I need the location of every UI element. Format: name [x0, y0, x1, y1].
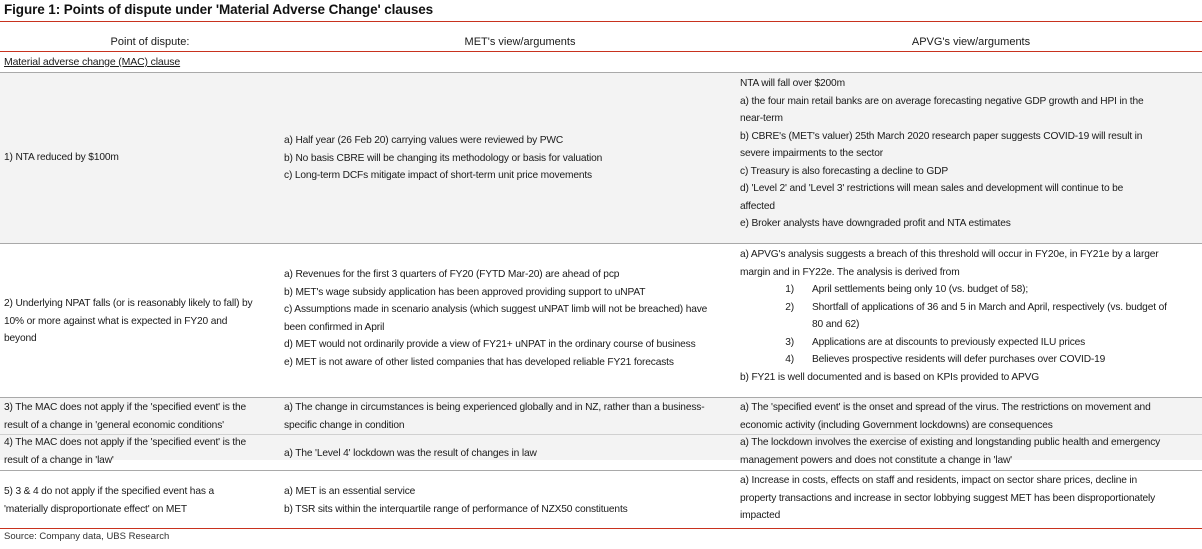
header-rule	[0, 51, 1202, 52]
row-5-dispute: 5) 3 & 4 do not apply if the specified event has a 'materially disproportionate effect' on MET	[4, 486, 214, 515]
row-3-met: a) The change in circumstances is being experienced globally and in NZ, rather than a business- specific change in condition	[284, 402, 705, 431]
row-5-apvg: a) Increase in costs, effects on staff and residents, impact on sector share prices, decline in property transactions and increase in sector lobbying suggest MET has been disproportionately impacted	[740, 475, 1156, 521]
table-bottom-rule	[0, 528, 1202, 529]
row-2-met: a) Revenues for the first 3 quarters of FY20 (FYTD Mar-20) are ahead of pcp b) MET's wage subsidy application has been approved providing support to uNPAT c) Assumptions made in scenario analysis (which suggest uNPAT limb will not be breached) have been confirmed in April d) MET would not ordinarily provide a view of FY21+ uNPAT in the ordinary course of business e) MET is not aware of other listed companies that has developed reliable FY21 forecasts	[284, 269, 708, 368]
apvg-numbered-item-3: 3) Applications are at discounts to previously expected ILU prices	[785, 336, 1086, 348]
figure-title: Figure 1: Points of dispute under 'Material Adverse Change' clauses	[4, 2, 434, 17]
section-title: Material adverse change (MAC) clause	[4, 56, 181, 68]
row-1-divider	[0, 243, 1202, 244]
row-4-divider	[0, 470, 1202, 471]
apvg-numbered-item-2: 2) Shortfall of applications of 36 and 5 in March and April, respectively (vs. budget of	[785, 301, 1167, 313]
header-apvg-view: APVG's view/arguments	[911, 36, 1031, 48]
header-point-of-dispute: Point of dispute:	[110, 36, 190, 48]
row-4-apvg: a) The lockdown involves the exercise of existing and longstanding public health and emergency management powers and does not constitute a change in 'law'	[740, 437, 1161, 466]
row-1-apvg: NTA will fall over $200m a) the four main retail banks are on average forecasting negative GDP growth and HPI in the near-term b) CBRE's (MET's valuer) 25th March 2020 research paper suggests COVID-19 will result in severe impairments to the sector c) Treasury is also forecasting a decline to GDP d) 'Level 2' and 'Level 3' restrictions will mean sales and development will continue to be affected e) Broker analysts have downgraded profit and NTA estimates	[740, 78, 1144, 229]
header-met-view: MET's view/arguments	[464, 36, 576, 48]
row-2-apvg: a) APVG's analysis suggests a breach of this threshold will occur in FY20e, in FY21e by a larger margin and in FY22e. The analysis is derived from 1) April settlements being only 10 (vs. budget of 58); 2) Shortfall of applications of 36 and 5 in March and April, respectively (vs. budget of 80 and 62) 3) Applications are at discounts to previously expected ILU prices 4) Believes prospective residents will defer purchases over COVID-19 b) FY21 is well documented and is based on KPIs provided to APVG	[740, 249, 1167, 383]
row-1-met: a) Half year (26 Feb 20) carrying values were reviewed by PWC b) No basis CBRE will be changing its methodology or basis for valuation c) Long-term DCFs mitigate impact of short-term unit price movements	[284, 135, 603, 181]
row-5-met: a) MET is an essential service b) TSR sits within the interquartile range of performance of NZX50 constituents	[284, 486, 628, 515]
row-1-dispute: 1) NTA reduced by $100m	[4, 152, 119, 163]
row-3-dispute: 3) The MAC does not apply if the 'specified event' is the result of a change in 'general economic conditions'	[4, 402, 247, 431]
title-rule	[0, 21, 1202, 22]
row-2-dispute: 2) Underlying NPAT falls (or is reasonably likely to fall) by 10% or more against what is expected in FY20 and beyond	[4, 298, 253, 344]
source-note: Source: Company data, UBS Research	[4, 531, 170, 542]
row-3-apvg: a) The 'specified event' is the onset and spread of the virus. The restrictions on movement and economic activity (including Government lockdowns) are consequences	[740, 402, 1151, 431]
apvg-numbered-item-1: 1) April settlements being only 10 (vs. budget of 58);	[785, 284, 1029, 295]
apvg-numbered-item-4: 4) Believes prospective residents will defer purchases over COVID-19	[785, 354, 1106, 365]
row-4-met: a) The 'Level 4' lockdown was the result of changes in law	[284, 448, 537, 459]
row-2-divider	[0, 397, 1202, 398]
row-4-dispute: 4) The MAC does not apply if the 'specified event' is the result of a change in 'law'	[4, 437, 247, 466]
